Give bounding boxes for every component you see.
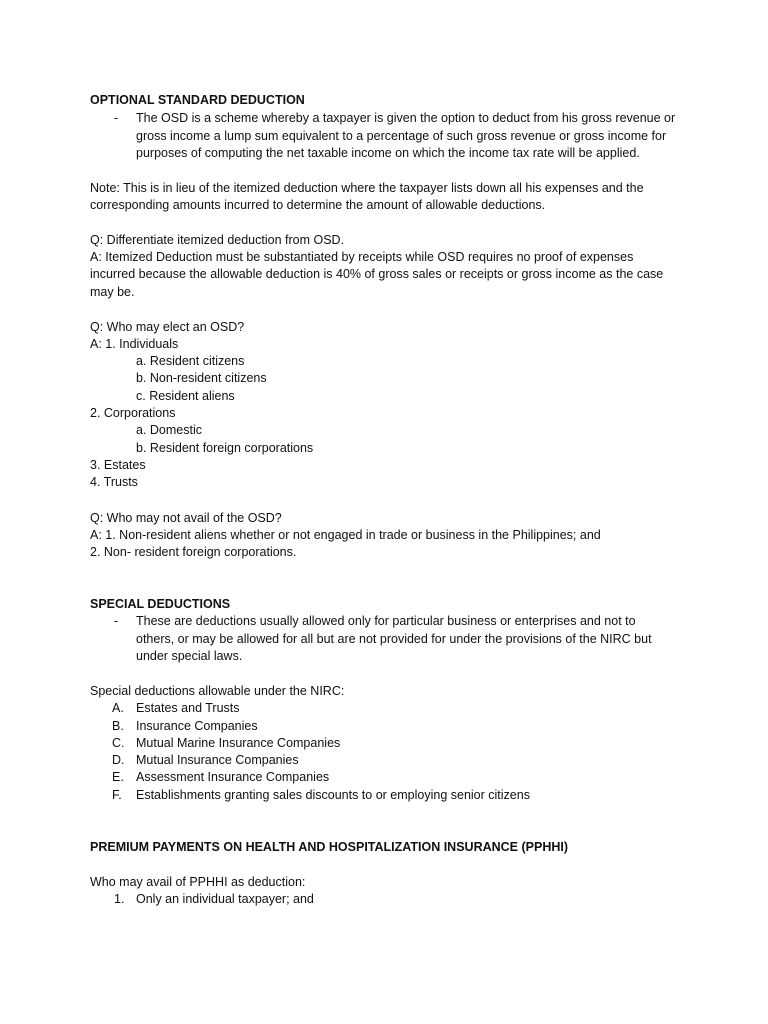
qa3-answer-line: A: 1. Non-resident aliens whether or not engaged in trade or business in the Philippines; and xyxy=(90,528,601,542)
special-bullet-mark: - xyxy=(114,614,119,628)
qa2-individual-item: b. Non-resident citizens xyxy=(136,371,267,385)
qa2-question: Q: Who may elect an OSD? xyxy=(90,320,245,334)
special-item-mark: B. xyxy=(112,719,124,733)
osd-bullet-line: The OSD is a scheme whereby a taxpayer is given the option to deduct from his gross revenue or xyxy=(136,111,676,125)
pphhi-heading: PREMIUM PAYMENTS ON HEALTH AND HOSPITALIZATION INSURANCE (PPHHI) xyxy=(90,840,569,854)
qa2-individual-item: a. Resident citizens xyxy=(136,354,245,368)
special-list-intro: Special deductions allowable under the NIRC: xyxy=(90,684,345,698)
special-item-text: Insurance Companies xyxy=(136,719,258,733)
qa2-trusts: 4. Trusts xyxy=(90,475,138,489)
special-item-text: Assessment Insurance Companies xyxy=(136,770,330,784)
qa2-corporations-label: 2. Corporations xyxy=(90,406,176,420)
qa1-question: Q: Differentiate itemized deduction from OSD. xyxy=(90,233,345,247)
qa2-corporation-item: b. Resident foreign corporations xyxy=(136,441,314,455)
special-item-mark: A. xyxy=(112,701,124,715)
osd-note-line: Note: This is in lieu of the itemized deduction where the taxpayer lists down all his expenses and the xyxy=(90,181,644,195)
qa2-individual-item: c. Resident aliens xyxy=(136,389,235,403)
special-bullet-line: others, or may be allowed for all but are not provided for under the provisions of the NIRC but xyxy=(136,632,652,646)
osd-note-line: corresponding amounts incurred to determine the amount of allowable deductions. xyxy=(90,198,546,212)
qa1-answer-line: A: Itemized Deduction must be substantiated by receipts while OSD requires no proof of expenses xyxy=(90,250,634,264)
special-item-text: Mutual Marine Insurance Companies xyxy=(136,736,341,750)
special-item-text: Mutual Insurance Companies xyxy=(136,753,299,767)
qa1-answer-line: may be. xyxy=(90,285,135,299)
osd-bullet-line: gross income a lump sum equivalent to a percentage of such gross revenue or gross income for xyxy=(136,129,667,143)
pphhi-item-mark: 1. xyxy=(114,892,125,906)
qa2-estates: 3. Estates xyxy=(90,458,146,472)
pphhi-question: Who may avail of PPHHI as deduction: xyxy=(90,875,306,889)
special-item-mark: F. xyxy=(112,788,122,802)
osd-bullet-mark: - xyxy=(114,111,119,125)
osd-bullet-line: purposes of computing the net taxable income on which the income tax rate will be applied. xyxy=(136,146,640,160)
special-bullet-line: These are deductions usually allowed only for particular business or enterprises and not to xyxy=(136,614,636,628)
qa3-question: Q: Who may not avail of the OSD? xyxy=(90,511,282,525)
special-item-text: Estates and Trusts xyxy=(136,701,240,715)
osd-heading: OPTIONAL STANDARD DEDUCTION xyxy=(90,93,305,107)
qa3-answer-line: 2. Non- resident foreign corporations. xyxy=(90,545,297,559)
special-bullet-line: under special laws. xyxy=(136,649,243,663)
qa2-corporation-item: a. Domestic xyxy=(136,423,202,437)
special-heading: SPECIAL DEDUCTIONS xyxy=(90,597,231,611)
special-item-mark: C. xyxy=(112,736,125,750)
special-item-mark: D. xyxy=(112,753,125,767)
pphhi-item-text: Only an individual taxpayer; and xyxy=(136,892,314,906)
qa2-answer-first: A: 1. Individuals xyxy=(90,337,179,351)
special-item-mark: E. xyxy=(112,770,124,784)
special-item-text: Establishments granting sales discounts to or employing senior citizens xyxy=(136,788,530,802)
qa1-answer-line: incurred because the allowable deduction is 40% of gross sales or receipts or gross income as the case xyxy=(90,267,664,281)
